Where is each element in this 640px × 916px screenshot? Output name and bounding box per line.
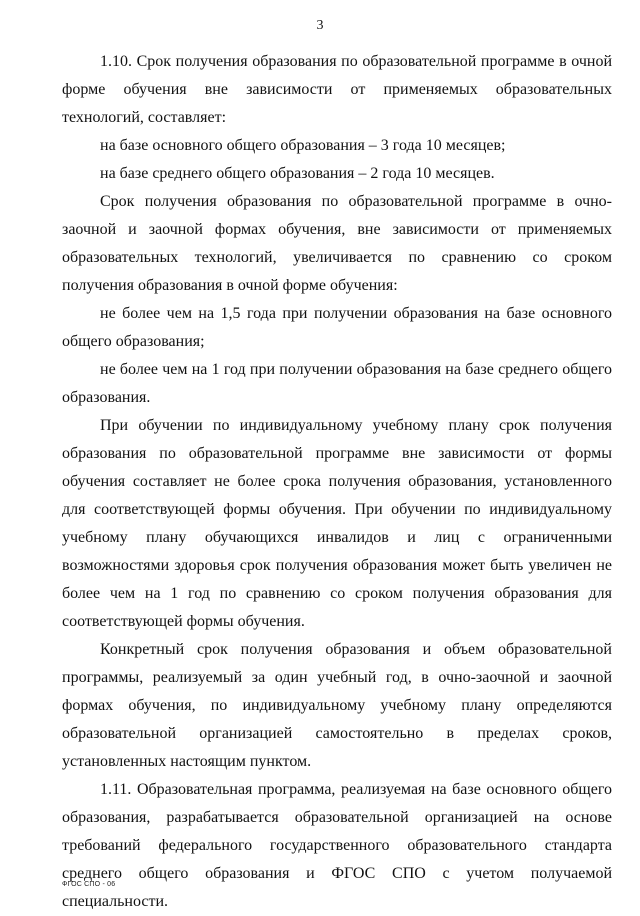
paragraph-extension-basic: не более чем на 1,5 года при получении образования на базе основного общего образования;: [62, 305, 612, 350]
paragraph-1-10-intro: 1.10. Срок получения образования по образовательной программе в очной форме обучения вне зависимости от применяемых образовательных технологий, составляет:: [62, 53, 612, 126]
paragraph-individual-plan: При обучении по индивидуальному учебному плану срок получения образования по образовательной программе вне зависимости от формы обучения составляет не более срока получения образования, установленного для соответствующей формы обучения. При обучении по индивидуальному учебному плану обучающихся инвалидов и лиц с ограниченными возможностями здоровья срок получения образования может быть увеличен не более чем на 1 год по сравнению со сроком получения образования для соответствующей формы обучения.: [62, 417, 612, 630]
paragraph-1-11: 1.11. Образовательная программа, реализуемая на базе основного общего образования, разрабатывается образовательной организацией на основе требований федерального государственного образовательного стандарта среднего общего образования и ФГОС СПО с учетом получаемой специальности.: [62, 781, 612, 910]
page-number: 3: [316, 18, 324, 33]
paragraph-secondary-education-term: на базе среднего общего образования – 2 года 10 месяцев.: [100, 165, 495, 182]
paragraph-extension-secondary: не более чем на 1 год при получении образования на базе среднего общего образования.: [62, 361, 612, 406]
document-body: [62, 48, 612, 916]
paragraph-basic-education-term: на базе основного общего образования – 3 года 10 месяцев;: [100, 137, 506, 154]
paragraph-part-time-forms: Срок получения образования по образовательной программе в очно-заочной и заочной формах обучения, вне зависимости от применяемых образовательных технологий, увеличивается по сравнению со сроком получения образования в очной форме обучения:: [62, 193, 612, 294]
footer-document-code: ФГОС СПО - 06: [62, 881, 116, 888]
paragraph-specific-term: Конкретный срок получения образования и объем образовательной программы, реализуемый за один учебный год, в очно-заочной и заочной формах обучения, по индивидуальному учебному плану определяются образовательной организацией самостоятельно в пределах сроков, установленных настоящим пунктом.: [62, 641, 612, 770]
